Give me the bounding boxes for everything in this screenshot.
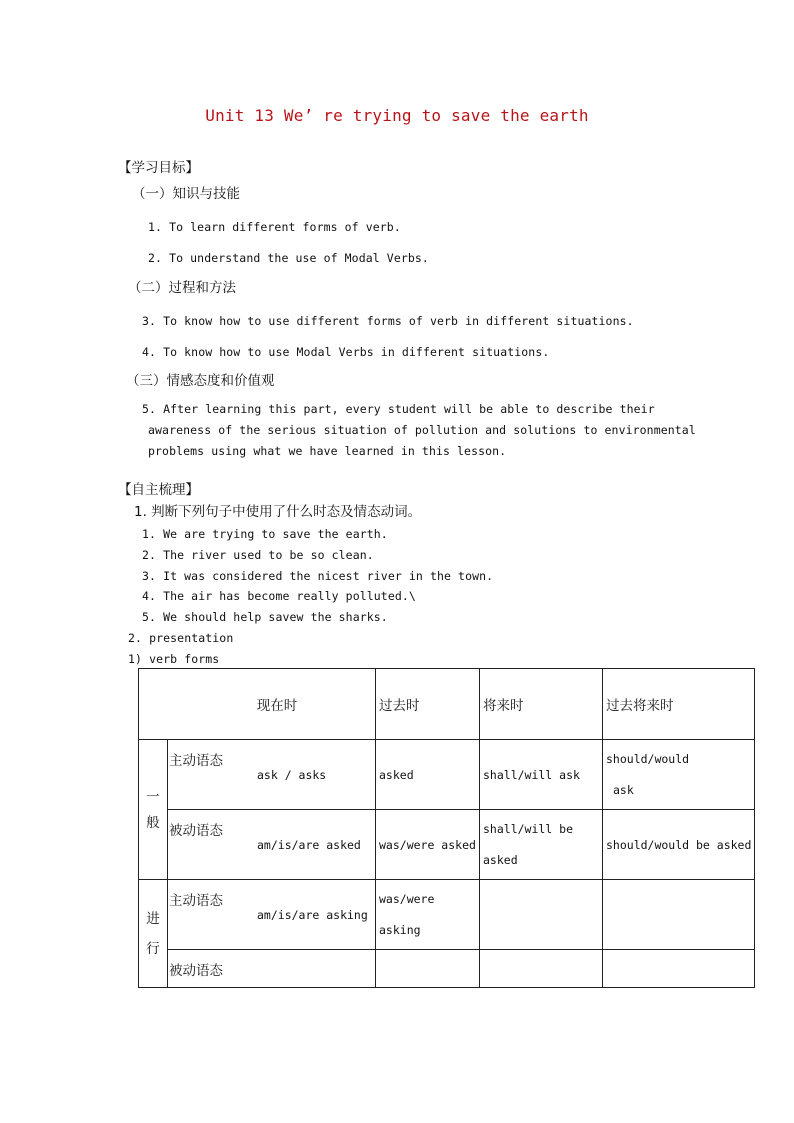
section-attitude-values: （三）情感态度和价值观 bbox=[126, 373, 275, 389]
sentence-1: 1. We are trying to save the earth. bbox=[142, 527, 388, 541]
voice-cell bbox=[168, 880, 376, 950]
present-value: am/is/are asking bbox=[257, 908, 368, 922]
past-future-line-2: ask bbox=[613, 782, 634, 797]
voice-label-passive: 被动语态 bbox=[169, 963, 223, 979]
future-value bbox=[480, 950, 603, 988]
past-future-value bbox=[603, 950, 755, 988]
table-row bbox=[139, 740, 755, 810]
present-value: am/is/are asked bbox=[257, 838, 361, 852]
header-past-future: 过去将来时 bbox=[603, 669, 755, 740]
past-value: asked bbox=[376, 740, 480, 810]
voice-label-passive: 被动语态 bbox=[169, 823, 223, 839]
table-row bbox=[139, 880, 755, 950]
table-header-row bbox=[139, 669, 755, 740]
section-knowledge-skills: （一）知识与技能 bbox=[132, 186, 240, 202]
review-heading: 【自主梳理】 bbox=[118, 482, 199, 498]
objectives-heading: 【学习目标】 bbox=[118, 160, 199, 176]
verb-forms-table bbox=[138, 668, 755, 988]
future-value: shall/will ask bbox=[480, 740, 603, 810]
sentence-4: 4. The air has become really polluted.\ bbox=[142, 589, 416, 603]
objective-item-5-line-3: problems using what we have learned in this lesson. bbox=[148, 444, 507, 458]
voice-label-active: 主动语态 bbox=[169, 893, 223, 909]
past-future-line-1: should/would bbox=[606, 751, 690, 766]
sentence-5: 5. We should help savew the sharks. bbox=[142, 610, 388, 624]
page-title: Unit 13 We’ re trying to save the earth bbox=[205, 106, 589, 125]
past-value bbox=[376, 880, 480, 950]
sentence-3: 3. It was considered the nicest river in the town. bbox=[142, 569, 494, 583]
section-process-methods: （二）过程和方法 bbox=[128, 280, 236, 296]
voice-cell bbox=[168, 950, 376, 988]
question-2-part-1: 1) verb forms bbox=[128, 652, 220, 666]
present-value: ask / asks bbox=[257, 768, 327, 782]
objective-item-1: 1. To learn different forms of verb. bbox=[148, 220, 401, 234]
past-line-1: was/were bbox=[379, 891, 435, 906]
objective-item-4: 4. To know how to use Modal Verbs in different situations. bbox=[142, 345, 550, 359]
objective-item-5-line-1: 5. After learning this part, every student will be able to describe their bbox=[142, 402, 655, 416]
past-future-value: should/would be asked bbox=[603, 810, 755, 880]
future-line-2: asked bbox=[483, 852, 518, 867]
group-label-char: 进 bbox=[146, 910, 160, 927]
voice-cell bbox=[168, 740, 376, 810]
objective-item-3: 3. To know how to use different forms of verb in different situations. bbox=[142, 314, 634, 328]
past-value bbox=[376, 950, 480, 988]
table-row bbox=[139, 950, 755, 988]
group-label-simple bbox=[139, 740, 168, 880]
future-value bbox=[480, 880, 603, 950]
sentence-2: 2. The river used to be so clean. bbox=[142, 548, 374, 562]
question-2: 2. presentation bbox=[128, 631, 234, 645]
table-row bbox=[139, 810, 755, 880]
objective-item-2: 2. To understand the use of Modal Verbs. bbox=[148, 251, 429, 265]
group-label-char: 行 bbox=[146, 940, 160, 957]
group-label-progressive bbox=[139, 880, 168, 988]
past-value: was/were asked bbox=[376, 810, 480, 880]
future-line-1: shall/will be bbox=[483, 821, 574, 836]
group-label-char: 般 bbox=[146, 814, 160, 831]
question-1: 1. 判断下列句子中使用了什么时态及情态动词。 bbox=[134, 504, 422, 520]
group-label-char: 一 bbox=[146, 788, 160, 805]
objective-item-5-line-2: awareness of the serious situation of pollution and solutions to environmental bbox=[148, 423, 696, 437]
header-future: 将来时 bbox=[480, 669, 603, 740]
voice-label-active: 主动语态 bbox=[169, 753, 223, 769]
header-past: 过去时 bbox=[376, 669, 480, 740]
voice-cell bbox=[168, 810, 376, 880]
past-future-value bbox=[603, 740, 755, 810]
past-line-2: asking bbox=[379, 922, 421, 937]
future-value bbox=[480, 810, 603, 880]
past-future-value bbox=[603, 880, 755, 950]
header-present: 现在时 bbox=[139, 669, 376, 740]
